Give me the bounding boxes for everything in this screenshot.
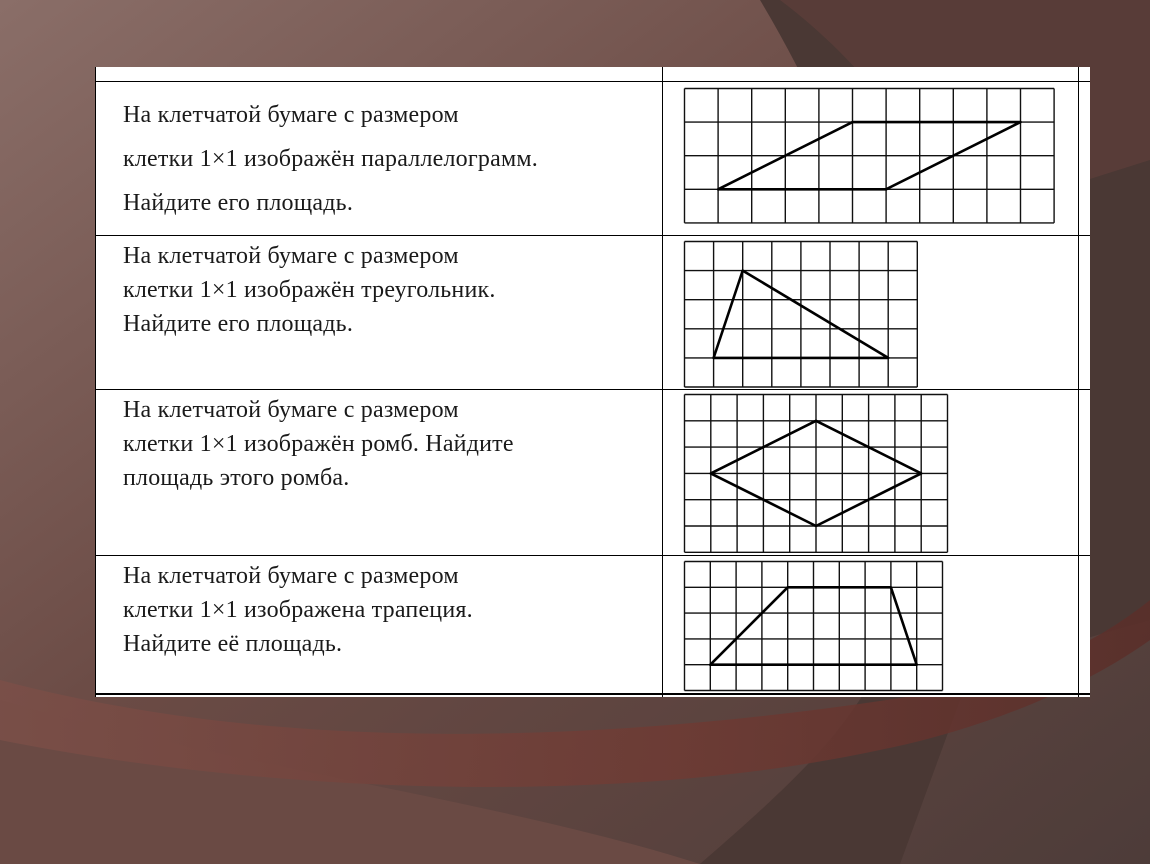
task-text-line: клетки 1×1 изображена трапеция. — [123, 597, 473, 623]
task-text-line: На клетчатой бумаге с размером — [123, 102, 459, 128]
table-border-left — [95, 67, 96, 697]
task-3-text — [123, 393, 643, 495]
table-column-divider — [662, 67, 663, 697]
task-4-figure — [683, 560, 944, 692]
table-row-divider — [95, 389, 1090, 390]
task-text-line: клетки 1×1 изображён параллелограмм. — [123, 146, 538, 172]
task-text-line: На клетчатой бумаге с размером — [123, 243, 459, 269]
task-4-text — [123, 559, 643, 661]
task-text-line: Найдите его площадь. — [123, 190, 354, 216]
trapezoid-grid-figure — [683, 560, 944, 692]
table-row-divider — [95, 555, 1090, 556]
task-text-line: Найдите её площадь. — [123, 631, 343, 657]
table-border-right — [1078, 67, 1079, 697]
task-text-line: клетки 1×1 изображён ромб. Найдите — [123, 431, 514, 457]
task-text-line: площадь этого ромба. — [123, 465, 350, 491]
task-text-line: На клетчатой бумаге с размером — [123, 397, 459, 423]
task-1-figure — [683, 87, 1056, 225]
task-text-line: клетки 1×1 изображён треугольник. — [123, 277, 496, 303]
table-row-divider — [95, 81, 1090, 82]
table-row-divider — [95, 235, 1090, 236]
rhombus-grid-figure — [683, 393, 949, 554]
task-table — [95, 67, 1090, 697]
table-border-bottom — [95, 693, 1090, 695]
task-text-line: На клетчатой бумаге с размером — [123, 563, 459, 589]
task-2-text — [123, 239, 643, 341]
parallelogram-grid-figure — [683, 87, 1056, 225]
triangle-grid-figure — [683, 240, 919, 389]
task-text-line: Найдите его площадь. — [123, 311, 354, 337]
task-3-figure — [683, 393, 949, 554]
task-1-text — [123, 93, 643, 225]
task-2-figure — [683, 240, 919, 389]
